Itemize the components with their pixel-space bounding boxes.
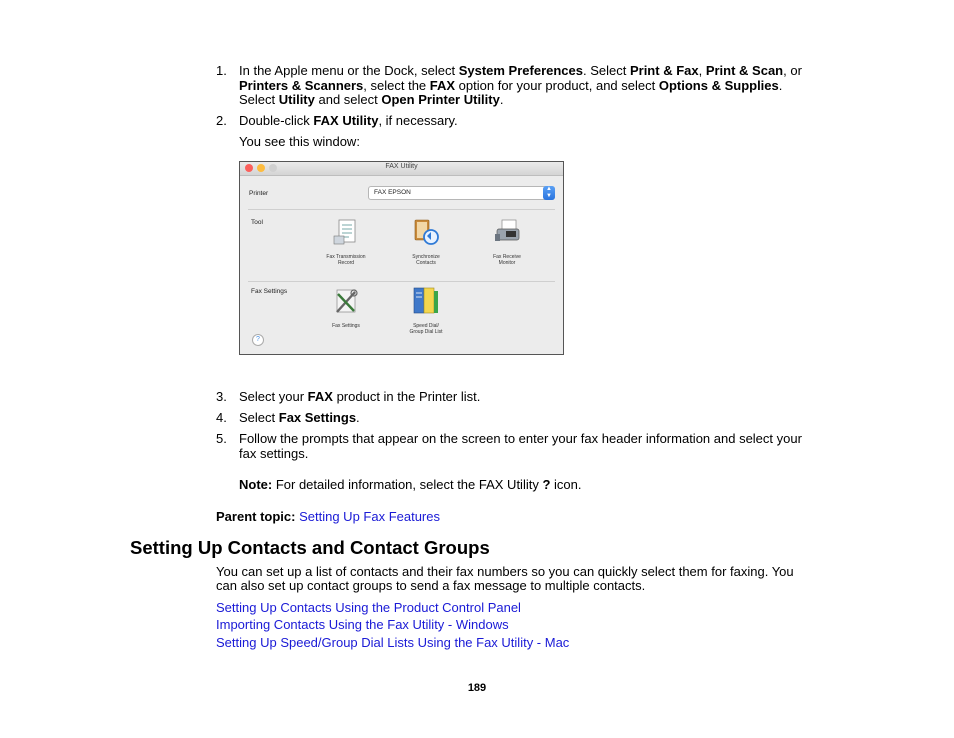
printer-label: Printer	[249, 190, 269, 197]
tool-3-label	[478, 254, 536, 266]
parent-topic	[216, 509, 440, 524]
step-3-text	[239, 389, 480, 404]
synchronize-contacts-icon	[411, 217, 441, 247]
setting-label-line: Speed Dial/	[413, 323, 439, 329]
link-import-contacts-windows[interactable]: Importing Contacts Using the Fax Utility - Windows	[216, 617, 509, 632]
text: product in the Printer list.	[332, 389, 481, 404]
chevron-updown-icon: ▲ ▼	[543, 186, 555, 200]
fax-transmission-record-icon	[331, 216, 361, 246]
step-1-line-3	[239, 92, 503, 107]
bold-text: FAX	[429, 78, 456, 93]
text: Double-click	[239, 113, 314, 128]
step-2-text	[239, 113, 458, 128]
page-number: 189	[467, 682, 487, 694]
bold-text: Fax Settings	[278, 410, 357, 425]
tool-label-line: Synchronize	[412, 254, 440, 260]
window-title: FAX Utility	[385, 163, 418, 170]
bold-text: FAX	[307, 389, 333, 404]
step-4-text	[239, 410, 360, 425]
step-3-number: 3.	[216, 389, 227, 404]
link-speed-group-dial-mac[interactable]: Setting Up Speed/Group Dial Lists Using the Fax Utility - Mac	[216, 635, 570, 650]
step-5-number: 5.	[216, 431, 227, 446]
speed-dial-group-list-icon	[411, 285, 441, 315]
bold-text: FAX Utility	[313, 113, 379, 128]
step-5-line-1: Follow the prompts that appear on the screen to enter your fax header information and select your	[239, 431, 802, 446]
step-1-line-2	[239, 78, 782, 93]
fax-settings-section-label: Fax Settings	[251, 288, 288, 295]
see-window-text: You see this window:	[239, 134, 360, 149]
tool-label-line: Fax Transmission	[326, 254, 366, 260]
text: In the Apple menu or the Dock, select	[239, 63, 459, 78]
fax-receive-monitor-icon	[492, 217, 522, 247]
step-2-number: 2.	[216, 113, 227, 128]
step-5-line-2: fax settings.	[239, 446, 309, 461]
step-1-number: 1.	[216, 63, 227, 78]
text: .	[499, 92, 504, 107]
text: ,	[698, 63, 706, 78]
tool-label-line: Fax Receive	[493, 254, 521, 260]
tool-2-label	[398, 254, 454, 266]
text: Select	[239, 410, 279, 425]
tool-1-label	[316, 254, 376, 266]
text: and select	[314, 92, 382, 107]
section-heading: Setting Up Contacts and Contact Groups	[130, 537, 490, 558]
fax-utility-window	[239, 161, 564, 355]
step-1-line-1	[239, 63, 802, 78]
bold-text: Options & Supplies	[658, 78, 779, 93]
text: . Select	[583, 63, 630, 78]
tool-label: Tool	[251, 219, 263, 226]
text: .	[778, 78, 783, 93]
step-4-number: 4.	[216, 410, 227, 425]
bold-text: Print & Scan	[705, 63, 784, 78]
parent-topic-link[interactable]: Setting Up Fax Features	[299, 509, 440, 524]
bold-text: System Preferences	[458, 63, 583, 78]
printer-select-value: FAX EPSON	[374, 189, 411, 196]
setting-2-label	[398, 323, 454, 335]
tool-label-line: Contacts	[416, 260, 436, 266]
bold-text: Printers & Scanners	[239, 78, 364, 93]
fax-settings-icon	[331, 286, 361, 316]
text: , if necessary.	[378, 113, 458, 128]
setting-1-label	[316, 323, 376, 329]
link-contacts-control-panel[interactable]: Setting Up Contacts Using the Product Control Panel	[216, 600, 521, 615]
divider	[248, 209, 555, 210]
text: For detailed information, select the FAX Utility	[272, 477, 543, 492]
text: , or	[783, 63, 802, 78]
text: , select the	[363, 78, 430, 93]
text: .	[356, 410, 360, 425]
section-para-line-2: can also set up contact groups to send a fax message to multiple contacts.	[216, 578, 646, 593]
bold-text: ?	[542, 477, 551, 492]
divider	[248, 281, 555, 282]
help-question-icon: ?	[252, 334, 264, 346]
note-label: Note:	[239, 477, 273, 492]
bold-text: Utility	[278, 92, 315, 107]
tool-label-line: Monitor	[498, 260, 516, 266]
bold-text: Print & Fax	[629, 63, 699, 78]
window-titlebar	[240, 162, 563, 176]
printer-select	[368, 186, 555, 200]
parent-topic-label: Parent topic:	[216, 509, 296, 524]
note	[239, 477, 581, 492]
text: Select	[239, 92, 279, 107]
text: option for your product, and select	[455, 78, 659, 93]
section-para-line-1: You can set up a list of contacts and their fax numbers so you can quickly select them for faxing. You	[216, 564, 794, 579]
setting-label-line: Group Dial List	[409, 329, 443, 335]
text: Select your	[239, 389, 308, 404]
bold-text: Open Printer Utility	[381, 92, 500, 107]
tool-label-line: Record	[337, 260, 355, 266]
text: icon.	[550, 477, 582, 492]
setting-label-line: Fax Settings	[332, 323, 360, 329]
